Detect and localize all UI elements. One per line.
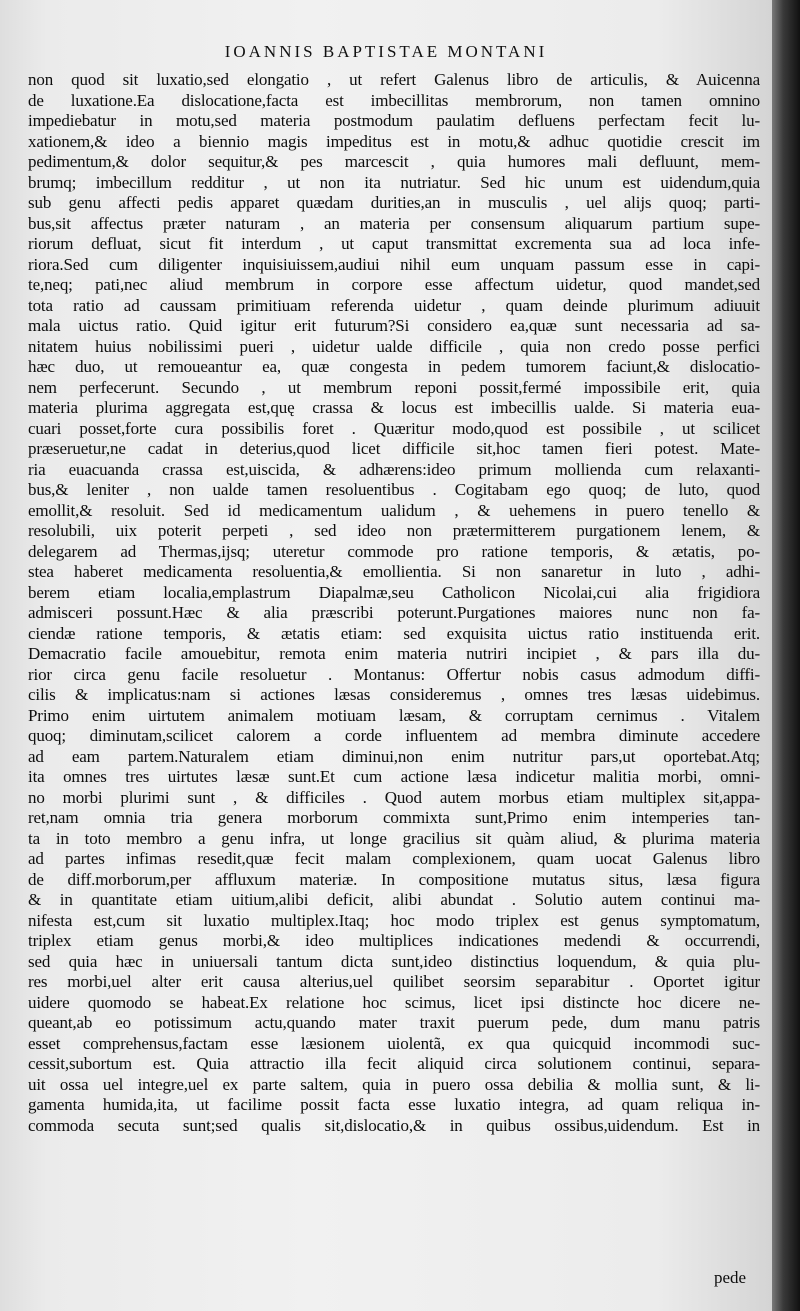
text-line: præseruetur,ne cadat in deterius,quod licet difficile sit,hoc tamen fieri potest. Mate- [28,439,760,458]
text-line: rior circa genu facile resoluetur . Montanus: Offertur nobis casus admodum diffi- [28,664,760,684]
text-line: nifesta est,cum sit luxatio multiplex.Itaq; hoc modo triplex est genus symptomatum, [28,910,760,930]
text-line: bus,& leniter , non ualde tamen resoluentibus . Cogitabam ego quoq; de luto, quod [28,480,760,499]
text-line: nitatem huius nobilissimi pueri , uidetur ualde difficile , quia non credo posse perfici [28,336,760,356]
text-line: tota ratio ad caussam primitiuam referenda uidetur , quam deinde plurimum adiuuit [28,295,760,315]
text-line: triplex etiam genus morbi,& ideo multiplices indicationes medendi & occurrendi, [28,931,760,950]
text-line: materia plurima aggregata est,quę crassa & locus est imbecillis ualde. Si materia eua- [28,398,760,417]
text-line: delegarem ad Thermas,ijsq; uteretur commode pro ratione temporis, & ætatis, po- [28,541,760,561]
catchword: pede [714,1268,747,1287]
text-line: bus,sit affectus præter naturam , an materia per consensum aliquarum partium supe- [28,213,760,233]
text-line: esset comprehensus,factam esse læsionem uiolentã, ex qua quicquid incommodi suc- [28,1033,760,1053]
text-line: non quod sit luxatio,sed elongatio , ut refert Galenus libro de articulis, & Auicenna [28,70,760,89]
text-line: emollit,& resoluit. Sed id medicamentum ualidum , & uehemens in puero tenello & [28,500,760,520]
text-line: ta in toto membro a genu infra, ut longe gracilius sit quàm aliud, & plurima materia [28,828,760,848]
text-line: queant,ab eo potissimum actu,quando mater traxit puerum pede, dum manu patris [28,1013,760,1032]
text-line: ad eam partem.Naturalem etiam diminui,non enim nutritur pars,ut oportebat.Atq; [28,746,760,766]
text-line: Primo enim uirtutem animalem motiuam læsam, & corruptam cernimus . Vitalem [28,705,760,725]
text-line: sub genu affecti pedis apparet quædam durities,an in musculis , uel alijs quoq; parti- [28,193,760,212]
text-line: te,neq; pati,nec aliud membrum in corpore esse affectum uidetur, quod mandet,sed [28,275,760,294]
text-line: impediebatur in motu,sed materia postmodum paulatim defluens perfectam fecit lu- [28,111,760,130]
text-line: gamenta humida,ita, ut facilime possit facta esse luxatio integra, ad quam reliqua in- [28,1095,760,1114]
text-line: de diff.morborum,per affluxum materiæ. In compositione mutatus situs, læsa figura [28,869,760,889]
text-line: uidere quomodo se habeat.Ex relatione hoc scimus, licet ipsi distincte hoc dicere ne- [28,992,760,1012]
text-line: ret,nam omnia tria genera morborum commixta sunt,Primo enim intemperies tan- [28,808,760,827]
text-line: xationem,& ideo a biennio magis impeditus est in motu,& adhuc quotidie crescit im [28,131,760,151]
text-line: & in quantitate etiam uitium,alibi deficit, alibi abundat . Solutio autem continui ma- [28,890,760,909]
text-line: riora.Sed cum diligenter inquisiuissem,audiui nihil eum unquam passum esse in capi- [28,254,760,274]
text-line: pedimentum,& dolor sequitur,& pes marcescit , quia humores mali defluunt, mem- [28,152,760,171]
text-line: ita omnes tres uirtutes læsæ sunt.Et cum actione læsa indicetur malitia morbi, omni- [28,767,760,786]
text-line: ciendæ ratione temporis, & ætatis etiam: sed exquisita uictus ratio instituenda erit. [28,623,760,643]
text-line: commoda secuta sunt;sed qualis sit,dislocatio,& in quibus ossibus,uidendum. Est in [28,1115,760,1135]
running-head: IOANNIS BAPTISTAE MONTANI [224,42,548,61]
text-line: ad partes infimas resedit,quæ fecit malam complexionem, quam uocat Galenus libro [28,849,760,868]
text-line: admisceri possunt.Hæc & alia præscribi poterunt.Purgationes maiores nunc non fa- [28,603,760,622]
text-line: berem etiam localia,emplastrum Diapalmæ,seu Catholicon Nicolai,cui alia frigidiora [28,582,760,602]
body-text [28,70,760,1136]
text-line: sed quia hæc in uniuersali tantum dicta sunt,ideo distinctius loquendum, & quia plu- [28,951,760,971]
text-line: cuari posset,forte cura possibilis foret . Quæritur modo,quod est possibile , ut scilicet [28,418,760,438]
text-line: nem perfecerunt. Secundo , ut membrum reponi possit,fermé impossibile erit, quia [28,377,760,397]
text-line: de luxatione.Ea dislocatione,facta est imbecillitas membrorum, non tamen omnino [28,90,760,110]
text-line: uit ossa uel integre,uel ex parte saltem, quia in puero ossa debilia & mollia sunt, & li- [28,1074,760,1094]
text-line: cessit,subortum est. Quia attractio illa fecit aliquid circa solutionem continui, separa- [28,1054,760,1073]
text-line: stea haberet medicamenta resoluentia,& emollientia. Si non sanaretur in luto , adhi- [28,562,760,581]
text-line: brumq; imbecillum redditur , ut non ita nutriatur. Sed hic unum est uidendum,quia [28,172,760,192]
page-edge-shadow [772,0,800,1311]
text-line: resolubili, uix poterit perpeti , sed ideo non prætermitterem purgationem lenem, & [28,521,760,540]
text-line: riorum defluat, sicut fit interdum , ut caput transmittat excrementa sua ad loca infe- [28,234,760,253]
text-line: res morbi,uel alter erit causa alterius,uel quilibet seorsim separabitur . Oportet igitur [28,972,760,991]
text-line: cilis & implicatus:nam si actiones læsas consideremus , omnes tres læsas uidebimus. [28,685,760,704]
text-line: Demacratio facile amouebitur, remota enim materia nutriri incipiet , & pars illa du- [28,644,760,663]
text-line: mala uictus ratio. Quid igitur erit futurum?Si considero ea,quæ sunt necessaria ad sa- [28,316,760,335]
text-line: quoq; diminutam,scilicet calorem a corde influentem ad membra diminute accedere [28,726,760,745]
text-line: hæc duo, ut remoueantur ea, quæ congesta in pedem tumorem faciunt,& dislocatio- [28,357,760,376]
text-line: ria euacuanda crassa est,uiscida, & adhærens:ideo primum mollienda cum relaxanti- [28,459,760,479]
text-line: no morbi plurimi sunt , & difficiles . Quod autem morbus etiam multiplex sit,appa- [28,787,760,807]
